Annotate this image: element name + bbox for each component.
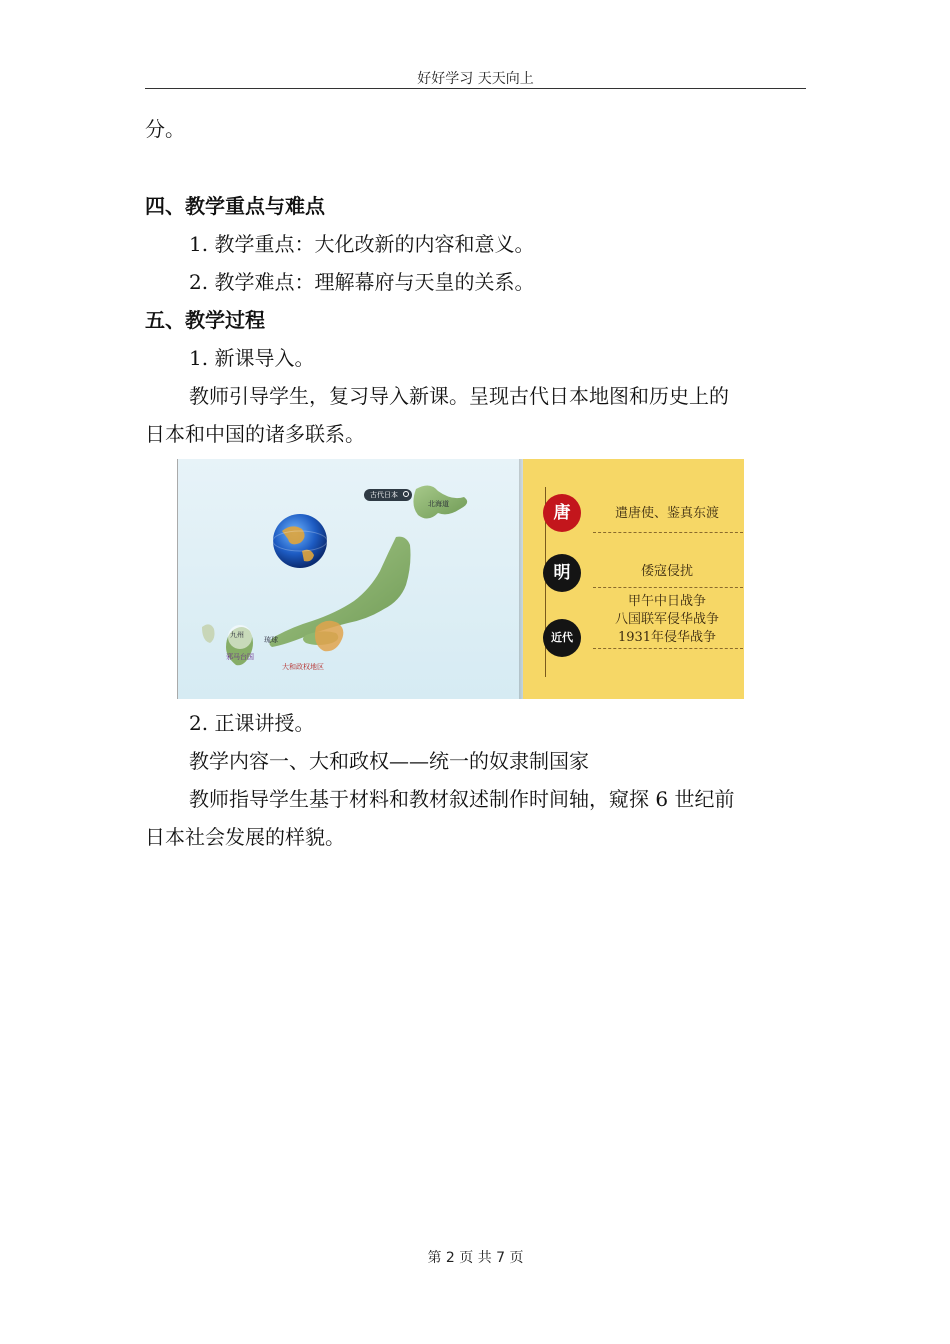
paragraph-intro-line1: 教师引导学生，复习导入新课。呈现古代日本地图和历史上的 xyxy=(189,384,729,408)
key-point-item: 1. 教学重点：大化改新的内容和意义。 xyxy=(189,232,535,256)
timeline-event: 1931年侵华战争 xyxy=(617,630,717,645)
timeline-event: 甲午中日战争 xyxy=(627,594,706,609)
map-label-hokkaido: 北海道 xyxy=(428,500,449,508)
timeline-event: 倭寇侵扰 xyxy=(640,564,693,579)
section-heading-5: 五、教学过程 xyxy=(145,308,265,332)
timeline-event: 八国联军侵华战争 xyxy=(614,612,719,627)
paragraph-timeline-line1: 教师指导学生基于材料和教材叙述制作时间轴，窥探 6 世纪前 xyxy=(189,787,735,811)
target-icon xyxy=(403,491,409,497)
yamato-region xyxy=(315,621,343,652)
process-step-2: 2. 正课讲授。 xyxy=(189,711,315,735)
lesson-figure xyxy=(177,459,744,699)
timeline-row-tang xyxy=(543,494,743,534)
content-heading-1: 教学内容一、大和政权——统一的奴隶制国家 xyxy=(189,749,589,773)
header-rule xyxy=(145,88,806,89)
era-badge-ming: 明 xyxy=(543,554,581,592)
map-label-yamato: 大和政权地区 xyxy=(282,663,324,671)
section-heading-4: 四、教学重点与难点 xyxy=(145,194,325,218)
timeline-divider xyxy=(593,587,743,588)
era-badge-modern: 近代 xyxy=(543,619,581,657)
paragraph-continuation: 分。 xyxy=(145,117,185,141)
ancient-japan-map xyxy=(177,459,524,699)
timeline-row-modern xyxy=(543,594,743,659)
map-label-ryukyu: 琉球 xyxy=(264,636,278,644)
era-badge-tang: 唐 xyxy=(543,494,581,532)
map-illustration xyxy=(178,459,524,699)
paragraph-timeline-line2: 日本社会发展的样貌。 xyxy=(145,825,345,849)
page-number: 第 2 页 共 7 页 xyxy=(427,1250,524,1266)
difficult-point-item: 2. 教学难点：理解幕府与天皇的关系。 xyxy=(189,270,535,294)
timeline-event: 遣唐使、鉴真东渡 xyxy=(614,506,719,521)
timeline-panel xyxy=(523,459,744,699)
ancient-japan-button[interactable] xyxy=(364,489,412,501)
process-step-1: 1. 新课导入。 xyxy=(189,346,315,370)
timeline-row-ming xyxy=(543,554,743,594)
timeline-divider xyxy=(593,648,743,649)
timeline-divider xyxy=(593,532,743,533)
paragraph-intro-line2: 日本和中国的诸多联系。 xyxy=(145,422,365,446)
page-header: 好好学习 天天向上 xyxy=(417,71,534,87)
map-label-kyushu: 九州 xyxy=(230,631,244,639)
map-label-yamatai: 邪马台国 xyxy=(226,653,254,661)
ancient-japan-button-label: 古代日本 xyxy=(370,491,398,499)
